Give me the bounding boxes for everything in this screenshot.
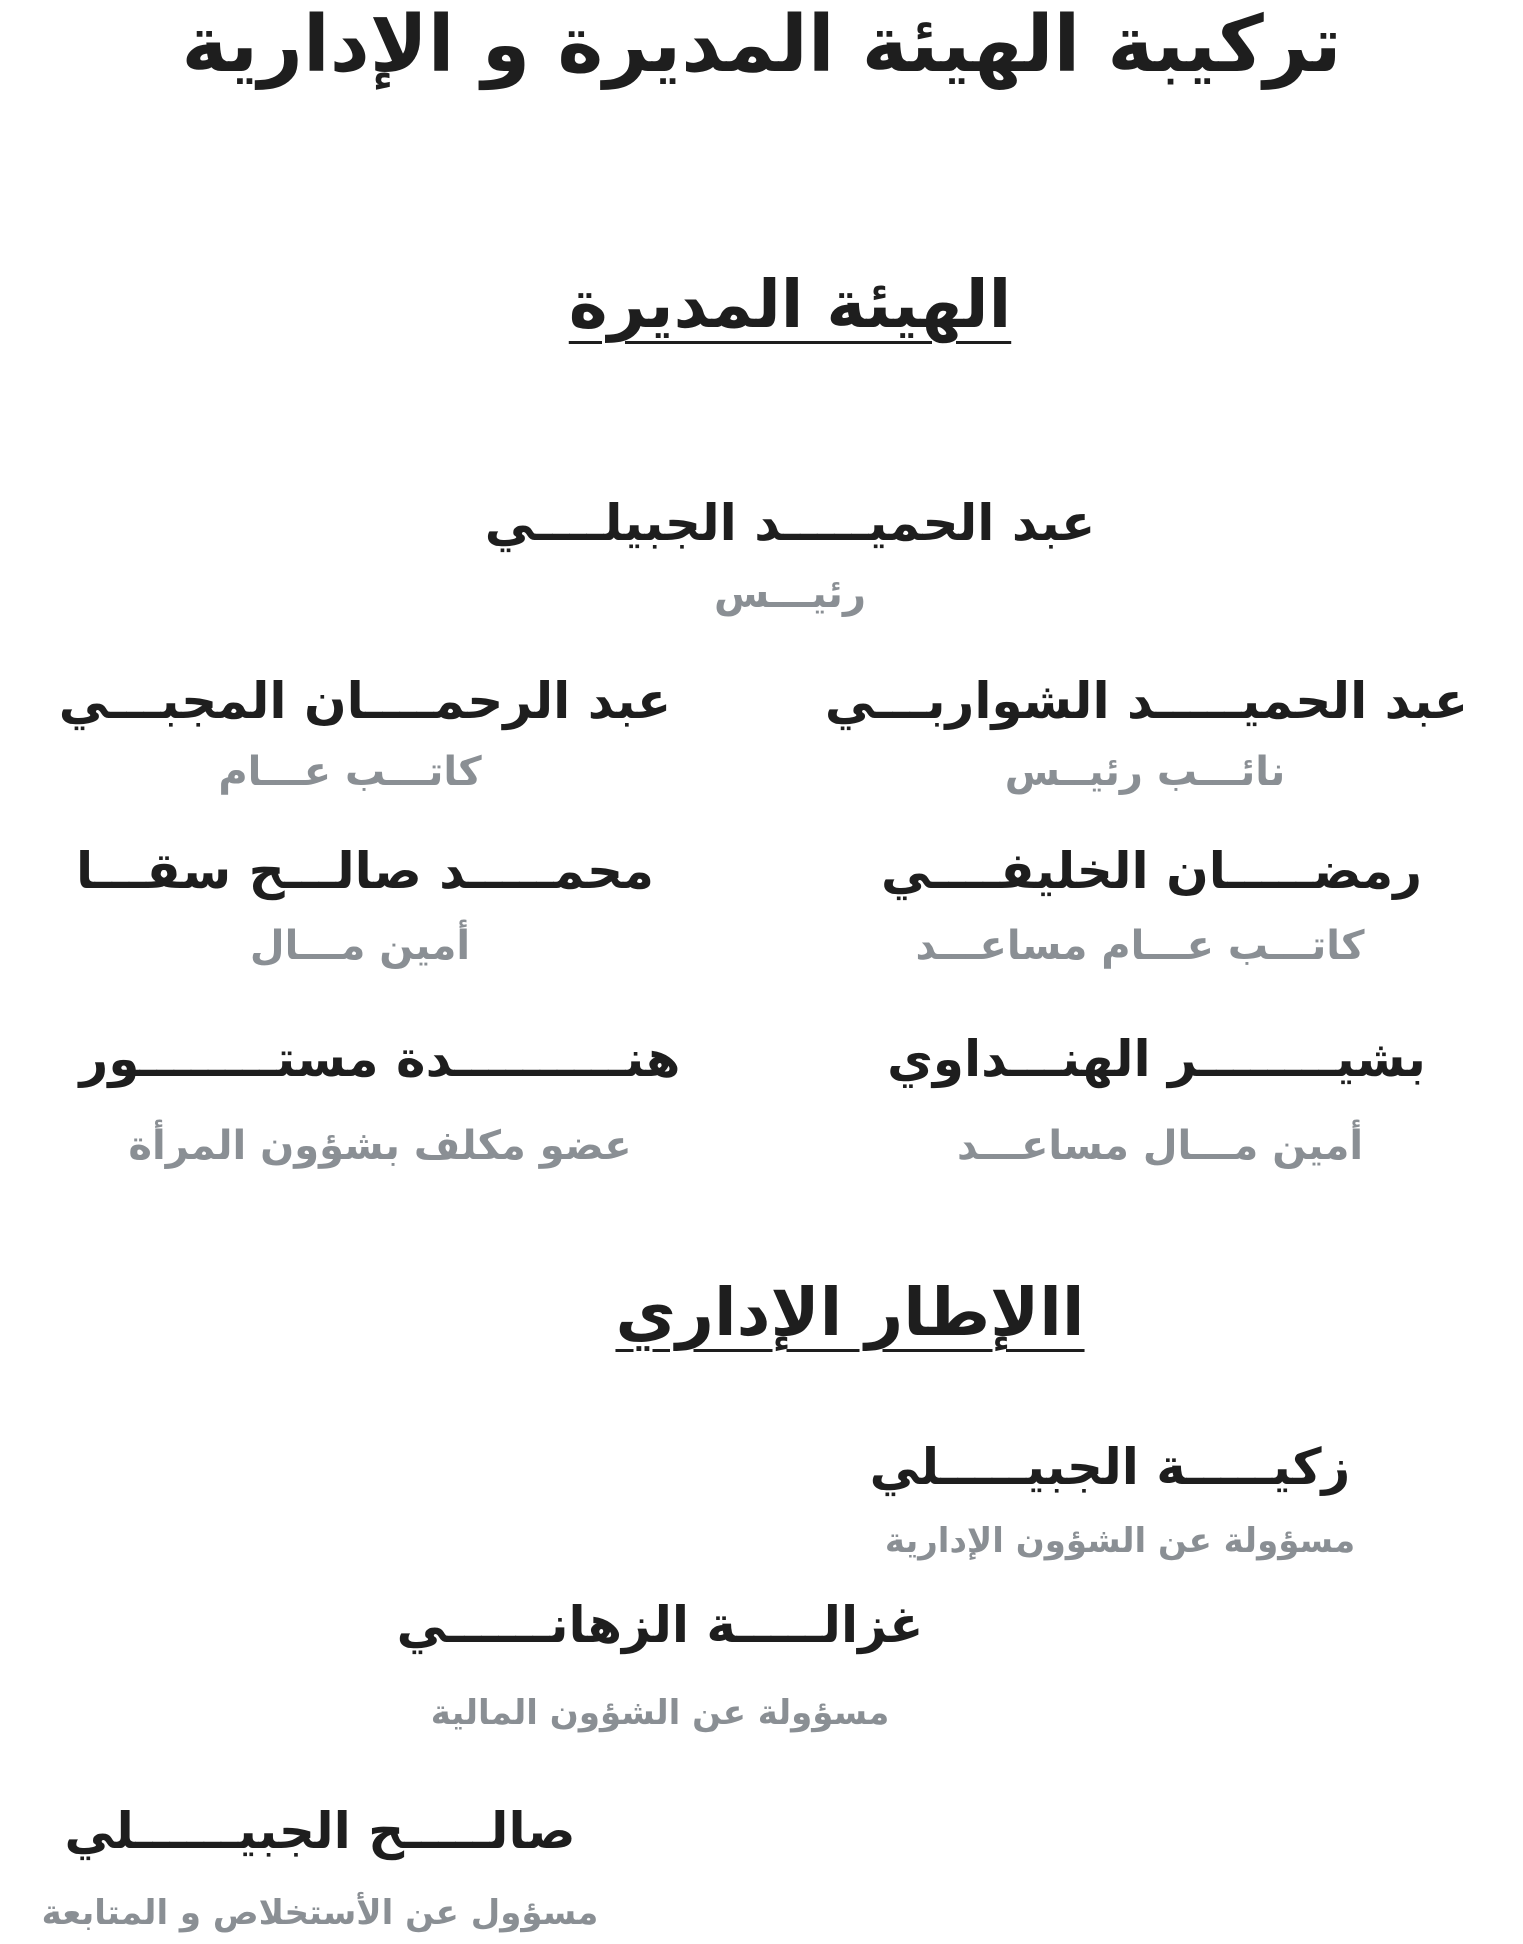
- member-role-assistant-treasurer: أمين مـــال مساعـــد: [956, 1123, 1364, 1169]
- staff-role-financial-affairs: مسؤولة عن الشؤون المالية: [430, 1693, 890, 1733]
- member-name-general-secretary: عبد الرحمــــان المجبـــي: [58, 672, 672, 730]
- member-role-vice-president: نائـــب رئيــس: [1004, 749, 1286, 795]
- staff-name-collection: صالـــــح الجبيــــــلي: [64, 1802, 576, 1860]
- member-name-treasurer: محمـــــد صالـــح سقـــا: [75, 842, 655, 900]
- member-name-vice-president: عبد الحميـــــد الشواربـــي: [824, 672, 1469, 730]
- member-role-women-affairs: عضو مكلف بشؤون المرأة: [128, 1123, 632, 1169]
- staff-name-admin-affairs: زكيـــــة الجبيـــــلي: [869, 1438, 1351, 1496]
- member-role-general-secretary: كاتـــب عـــام: [218, 749, 482, 795]
- president-role: رئيـــس: [714, 571, 866, 617]
- member-name-assistant-treasurer: بشيــــــــر الهنـــداوي: [887, 1030, 1426, 1088]
- staff-name-financial-affairs: غزالـــــة الزهانــــــي: [396, 1596, 924, 1654]
- member-name-assistant-secretary: رمضـــــان الخليفــــي: [880, 842, 1422, 900]
- member-name-women-affairs: هنــــــــــدة مستــــــــور: [79, 1030, 681, 1088]
- page-title: تركيبة الهيئة المديرة و الإدارية: [181, 0, 1342, 90]
- staff-role-collection: مسؤول عن الأستخلاص و المتابعة: [41, 1893, 599, 1933]
- board-heading: الهيئة المديرة: [568, 266, 1012, 343]
- member-role-assistant-secretary: كاتـــب عـــام مساعـــد: [915, 923, 1365, 969]
- member-role-treasurer: أمين مـــال: [249, 923, 471, 969]
- staff-role-admin-affairs: مسؤولة عن الشؤون الإدارية: [884, 1521, 1356, 1561]
- president-name: عبد الحميـــــد الجبيلــــي: [484, 494, 1096, 552]
- admin-heading: االإطار الإداري: [615, 1274, 1085, 1351]
